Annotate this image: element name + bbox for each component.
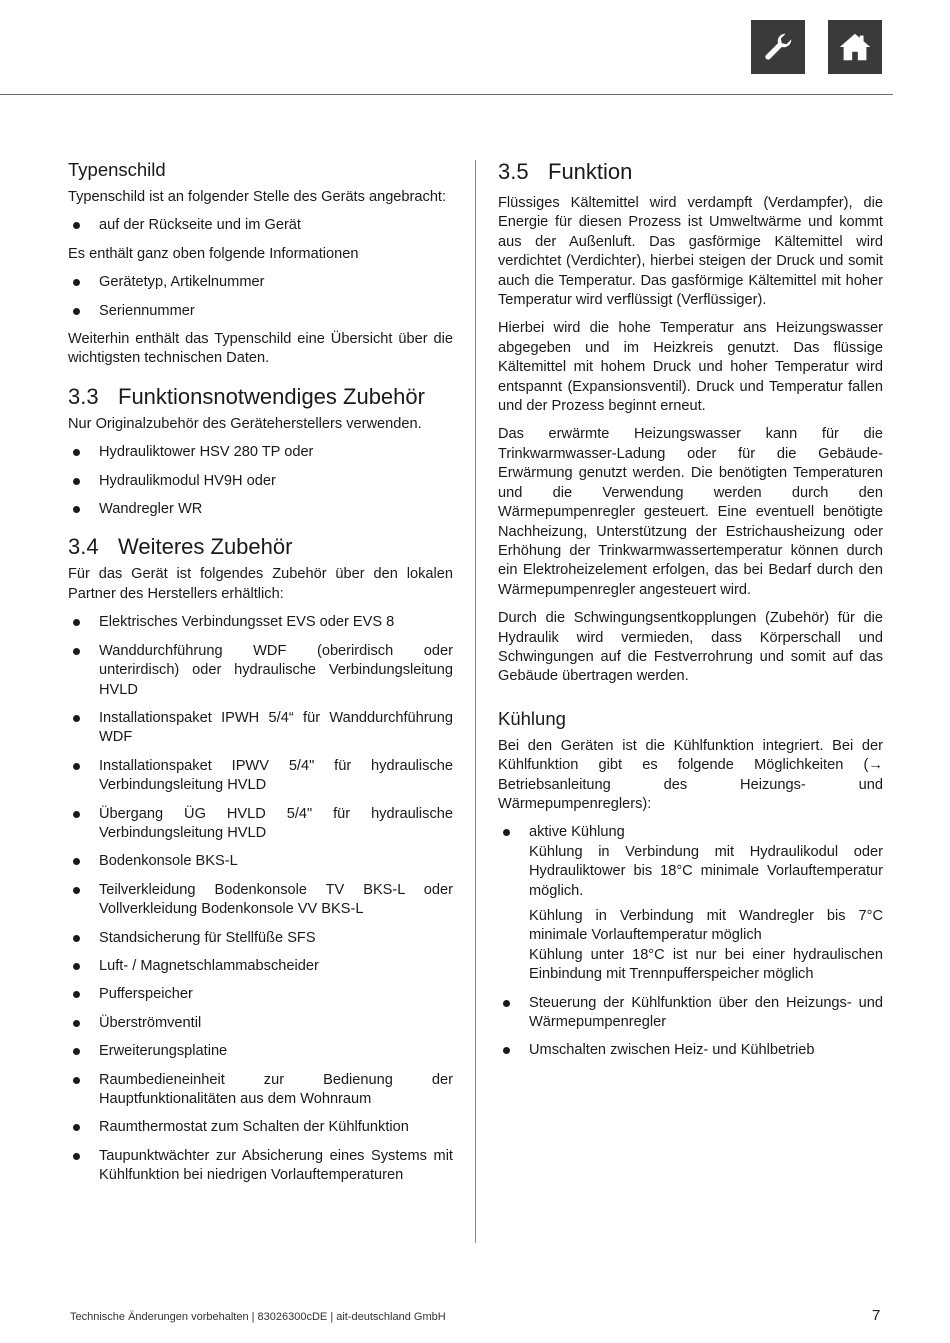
list-item-text: Umschalten zwischen Heiz- und Kühlbetrieb [529,1042,815,1059]
bullet-icon [503,1000,510,1007]
list-item [68,216,453,235]
list-item [498,823,883,984]
active-cooling-line: Kühlung in Verbindung mit Wandregler bis 7°C minimale Vorlauftemperatur möglich [529,908,883,944]
list-item [68,273,453,292]
left-column [68,158,453,1195]
list-item-text: Raumthermostat zum Schalten der Kühlfunktion [99,1119,409,1136]
info-list [68,273,453,321]
required-accessories-list [68,443,453,519]
wrench-icon [759,28,797,66]
section-number: 3.4 [68,534,99,560]
section-3-3-heading [68,383,453,411]
list-item [68,1118,453,1137]
bullet-icon [73,1124,80,1131]
list-item [68,757,453,796]
column-divider [475,160,476,1243]
list-item-text: auf der Rückseite und im Gerät [99,217,301,234]
list-item [68,642,453,700]
house-icon [836,28,874,66]
function-paragraph: Das erwärmte Heizungswasser kann für die Trinkwarmwasser-Ladung oder für die Gebäude-Erwärmung genutzt werden. Die benötigten Temperaturen und die Verwendung werden durch den Wärmepumpenregler gesteuert. Eine eventuell benötigte Nachheizung, Unterstützung der Estrichausheizung oder Erhöhung der Trinkwarmwassertemperatur können durch ein Elektroheizelement erfolgen, das bei Bedarf durch den Wärmepumpenregler angesteuert wird. [498,426,883,598]
list-item-text: Bodenkonsole BKS-L [99,853,238,870]
bullet-icon [73,715,80,722]
list-item-text: Seriennummer [99,302,195,319]
bullet-icon [73,449,80,456]
list-item [68,929,453,948]
list-item [498,1041,883,1060]
list-item-text: Hydraulikmodul HV9H oder [99,472,276,489]
kuehlung-intro: Bei den Geräten ist die Kühlfunktion integriert. Bei der Kühlfunktion gibt es folgende Möglichkeiten (→ Betriebsanleitung des Heizungs- und Wärmepumpenreglers): [498,737,883,812]
list-item-text: Erweiterungsplatine [99,1043,228,1060]
right-column [498,158,883,1070]
bullet-icon [503,829,510,836]
bullet-icon [73,1077,80,1084]
bullet-icon [73,506,80,513]
typenschild-outro: Weiterhin enthält das Typenschild eine Übersicht über die wichtigsten technischen Daten. [68,331,453,367]
bullet-icon [73,619,80,626]
list-item-text: Pufferspeicher [99,986,193,1003]
list-item [68,1147,453,1186]
home-button[interactable] [828,20,882,74]
list-item-text: Wandregler WR [99,501,203,518]
service-button[interactable] [751,20,805,74]
bullet-icon [73,1153,80,1160]
list-item [68,1071,453,1110]
list-item-text: Wanddurchführung WDF (oberirdisch oder unterirdisch) oder hydraulische Verbindungsleitung HVLD [99,642,453,698]
list-item-text: Steuerung der Kühlfunktion über den Heizungs- und Wärmepumpenregler [529,994,883,1031]
bullet-icon [73,478,80,485]
function-paragraph: Hierbei wird die hohe Temperatur ans Heizungswasser abgegeben und im Heizkreis genutzt. Das flüssige Kältemittel mit hohem Druck und hoher Temperatur wird entspannt (Expansionsventil). Druck und Temperatur fallen und der Prozess beginnt erneut. [498,320,883,415]
list-item [68,1014,453,1033]
list-item-text: Hydrauliktower HSV 280 TP oder [99,444,314,461]
bullet-icon [73,963,80,970]
list-item [68,985,453,1004]
section-3-4-heading [68,533,453,561]
kuehlung-heading: Kühlung [498,707,566,729]
bullet-icon [73,887,80,894]
footer-text: Technische Änderungen vorbehalten | 83026300cDE | ait-deutschland GmbH [70,1311,446,1323]
bullet-icon [73,811,80,818]
cooling-more-list [498,994,883,1061]
function-paragraph: Flüssiges Kältemittel wird verdampft (Verdampfer), die Energie für diesen Prozess ist Umweltwärme und kommt aus der Außenluft. Das gasförmige Kältemittel wird verdichtet (Verdichter), hierbei steigen der Druck und somit auch die Temperatur. Das gasförmige Kältemittel mit hoher Temperatur wird verflüssigt (Verflüssiger). [498,195,883,309]
location-list [68,216,453,235]
bullet-icon [73,935,80,942]
bullet-icon [503,1047,510,1054]
list-item-text: Installationspaket IPWH 5/4“ für Wanddurchführung WDF [99,709,453,746]
bullet-icon [73,1020,80,1027]
list-item-text: Übergang ÜG HVLD 5/4" für hydraulische Verbindungsleitung HVLD [99,805,453,841]
list-item [68,613,453,632]
bullet-icon [73,279,80,286]
typenschild-intro: Typenschild ist an folgender Stelle des Geräts angebracht: [68,189,447,205]
typenschild-info-intro: Es enthält ganz oben folgende Informationen [68,245,359,262]
section-3-3-intro: Nur Originalzubehör des Geräteherstellers verwenden. [68,415,422,432]
bullet-icon [73,222,80,229]
list-item [68,881,453,920]
section-title: Weiteres Zubehör [118,534,293,560]
list-item-text: Teilverkleidung Bodenkonsole TV BKS-L oder Vollverkleidung Bodenkonsole VV BKS-L [99,881,453,918]
list-item [498,994,883,1033]
list-item [68,709,453,748]
further-accessories-list [68,613,453,1185]
section-title: Funktionsnotwendiges Zubehör [118,383,425,409]
page-number: 7 [872,1307,881,1324]
list-item-text: Gerätetyp, Artikelnummer [99,274,265,291]
section-3-4-intro: Für das Gerät ist folgendes Zubehör über den lokalen Partner des Herstellers erhältlich: [68,566,453,602]
cooling-options-list [498,823,883,984]
list-item-text: Standsicherung für Stellfüße SFS [99,929,316,946]
list-item [68,805,453,844]
list-item [68,443,453,462]
list-item-text: Raumbedieneinheit zur Bedienung der Hauptfunktionalitäten aus dem Wohnraum [99,1071,453,1107]
bullet-icon [73,991,80,998]
list-item-text: Überströmventil [99,1014,202,1031]
list-item [68,472,453,491]
bullet-icon [73,763,80,770]
section-number: 3.3 [68,383,99,409]
active-cooling-line: Kühlung unter 18°C ist nur bei einer hydraulischen Einbindung mit Trennpufferspeicher möglich [529,946,883,983]
list-item [68,852,453,871]
list-item-text: Taupunktwächter zur Absicherung eines Systems mit Kühlfunktion bei niedrigen Vorlauftemperaturen [99,1147,453,1184]
section-3-5-heading [498,158,883,186]
list-item-text: Installationspaket IPWV 5/4" für hydraulische Verbindungsleitung HVLD [99,757,453,794]
list-item-text: Elektrisches Verbindungsset EVS oder EVS 8 [99,614,395,631]
typenschild-heading: Typenschild [68,159,166,180]
header-rule [0,94,893,95]
bullet-icon [73,648,80,655]
list-item [68,500,453,519]
function-paragraph: Durch die Schwingungsentkopplungen (Zubehör) für die Hydraulik wird vermieden, dass Körperschall und Schwingungen auf die Festverrohrung und somit auf das Gebäude übertragen werden. [498,610,883,685]
section-number: 3.5 [498,159,529,184]
list-item [68,302,453,321]
list-item [68,1042,453,1061]
bullet-icon [73,858,80,865]
list-item-text: Luft- / Magnetschlammabscheider [99,957,319,974]
section-title: Funktion [548,159,633,184]
bullet-icon [73,1048,80,1055]
list-item [68,957,453,976]
active-cooling-label: aktive Kühlung [529,824,625,841]
bullet-icon [73,308,80,315]
active-cooling-line: Kühlung in Verbindung mit Hydraulikodul oder Hydrauliktower bis 18°C minimale Vorlauftemperatur möglich. [529,843,883,899]
